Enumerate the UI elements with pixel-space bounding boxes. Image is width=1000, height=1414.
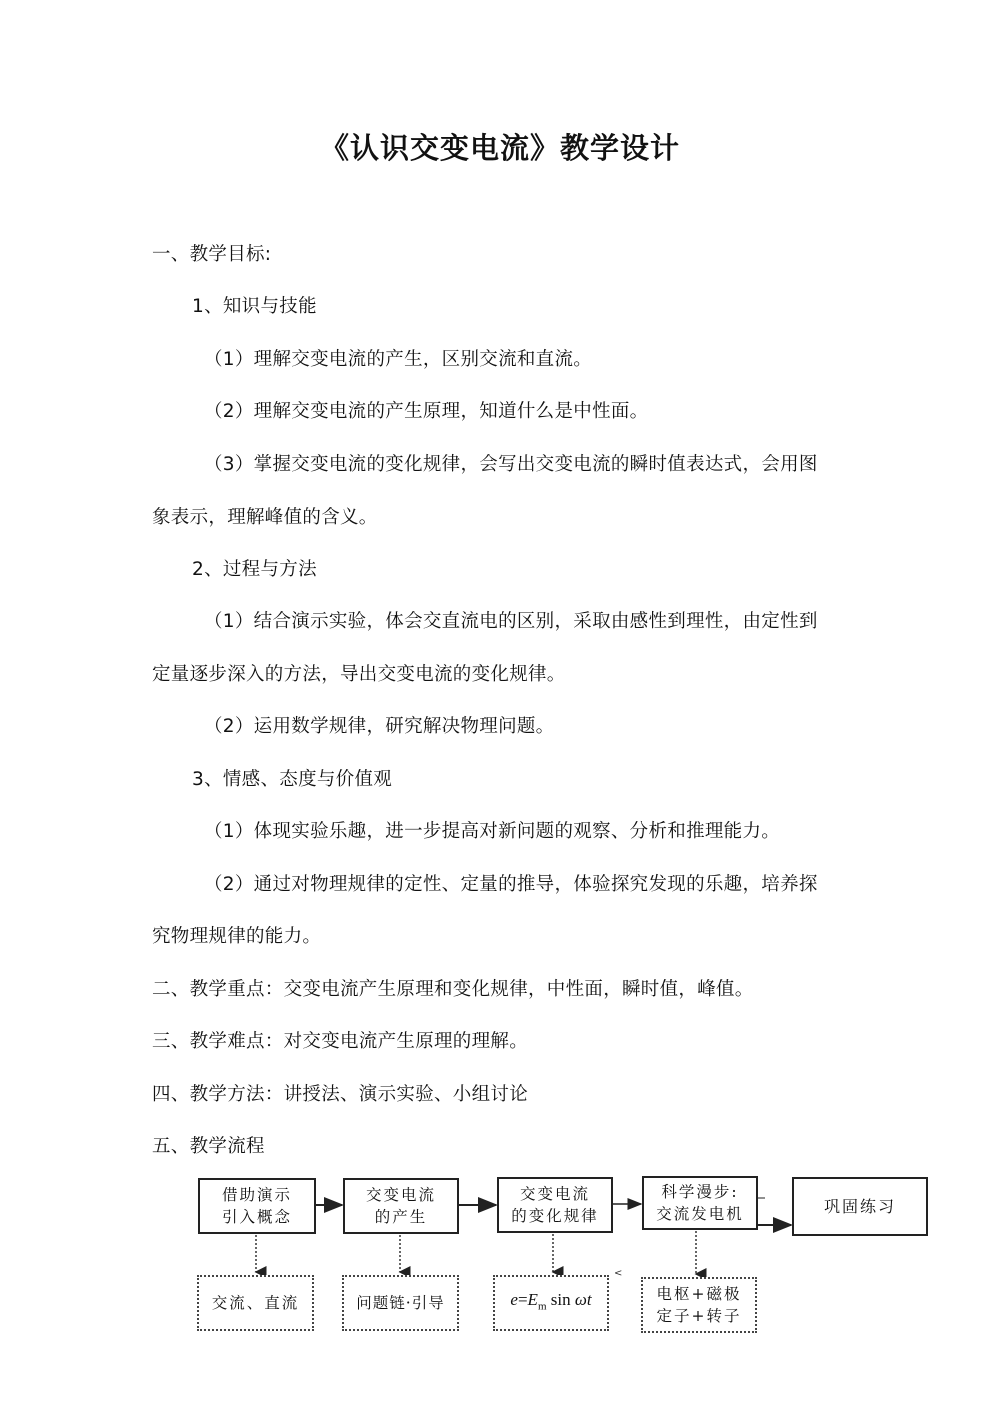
flow-step-text: 的产生 <box>374 1208 428 1226</box>
flow-step-text: 交流发电机 <box>656 1205 744 1223</box>
flow-step-text: 引入概念 <box>221 1208 292 1226</box>
objective-item: （3）掌握交变电流的变化规律，会写出交变电流的瞬时值表达式，会用图 <box>204 454 818 475</box>
flow-step-demo-intro <box>198 1178 316 1234</box>
subheading-knowledge-skills: 1、知识与技能 <box>192 296 317 317</box>
flow-step-text: 借助演示 <box>221 1186 292 1204</box>
objective-item-continued: 定量逐步深入的方法，导出交变电流的变化规律。 <box>152 664 566 685</box>
flow-step-generator <box>642 1176 758 1230</box>
flow-note-text: 定子+转子 <box>656 1307 742 1325</box>
svg-text:<: < <box>614 1268 623 1279</box>
heading-methods: 四、教学方法：讲授法、演示实验、小组讨论 <box>152 1084 529 1105</box>
flow-note-text: 电枢+磁极 <box>656 1285 742 1303</box>
flow-step-text: 科学漫步: <box>661 1183 739 1201</box>
formula-emf: $e=E_m$ sin ωt <box>510 1289 592 1313</box>
flow-note-text: 交流、直流 <box>211 1294 300 1312</box>
flow-step-text: 交变电流 <box>519 1185 590 1203</box>
flow-step-text: 的变化规律 <box>511 1207 599 1225</box>
heading-key-points: 二、教学重点：交变电流产生原理和变化规律，中性面，瞬时值，峰值。 <box>152 979 754 1000</box>
objective-item-continued: 究物理规律的能力。 <box>152 926 322 947</box>
flow-step-generation <box>343 1178 459 1234</box>
subheading-emotion-values: 3、情感、态度与价值观 <box>192 769 393 790</box>
page-title: 《认识交变电流》教学设计 <box>319 131 680 165</box>
objective-item-continued: 象表示，理解峰值的含义。 <box>152 507 378 528</box>
flow-step-text: 巩固练习 <box>823 1196 896 1216</box>
flow-step-variation-law <box>497 1177 613 1233</box>
subheading-process-method: 2、过程与方法 <box>192 559 317 580</box>
heading-flow: 五、教学流程 <box>152 1136 265 1157</box>
heading-objectives: 一、教学目标: <box>152 244 272 265</box>
heading-difficulties: 三、教学难点：对交变电流产生原理的理解。 <box>152 1031 529 1052</box>
flow-step-practice <box>792 1177 928 1236</box>
objective-item: （2）运用数学规律，研究解决物理问题。 <box>204 716 555 737</box>
flow-step-text: 交变电流 <box>365 1186 436 1204</box>
objective-item: （1）体现实验乐趣，进一步提高对新问题的观察、分析和推理能力。 <box>204 821 781 842</box>
flow-note-formula <box>493 1275 609 1331</box>
objective-item: （2）理解交变电流的产生原理，知道什么是中性面。 <box>204 401 649 422</box>
flow-note-generator-parts <box>641 1277 757 1333</box>
objective-item: （2）通过对物理规律的定性、定量的推导，体验探究发现的乐趣，培养探 <box>204 874 818 895</box>
objective-item: （1）结合演示实验，体会交直流电的区别，采取由感性到理性，由定性到 <box>204 611 818 632</box>
flow-note-question-chain <box>342 1275 459 1331</box>
flow-note-ac-dc <box>197 1275 314 1331</box>
flow-note-text: 问题链·引导 <box>356 1294 445 1312</box>
objective-item: （1）理解交变电流的产生，区别交流和直流。 <box>204 349 593 370</box>
